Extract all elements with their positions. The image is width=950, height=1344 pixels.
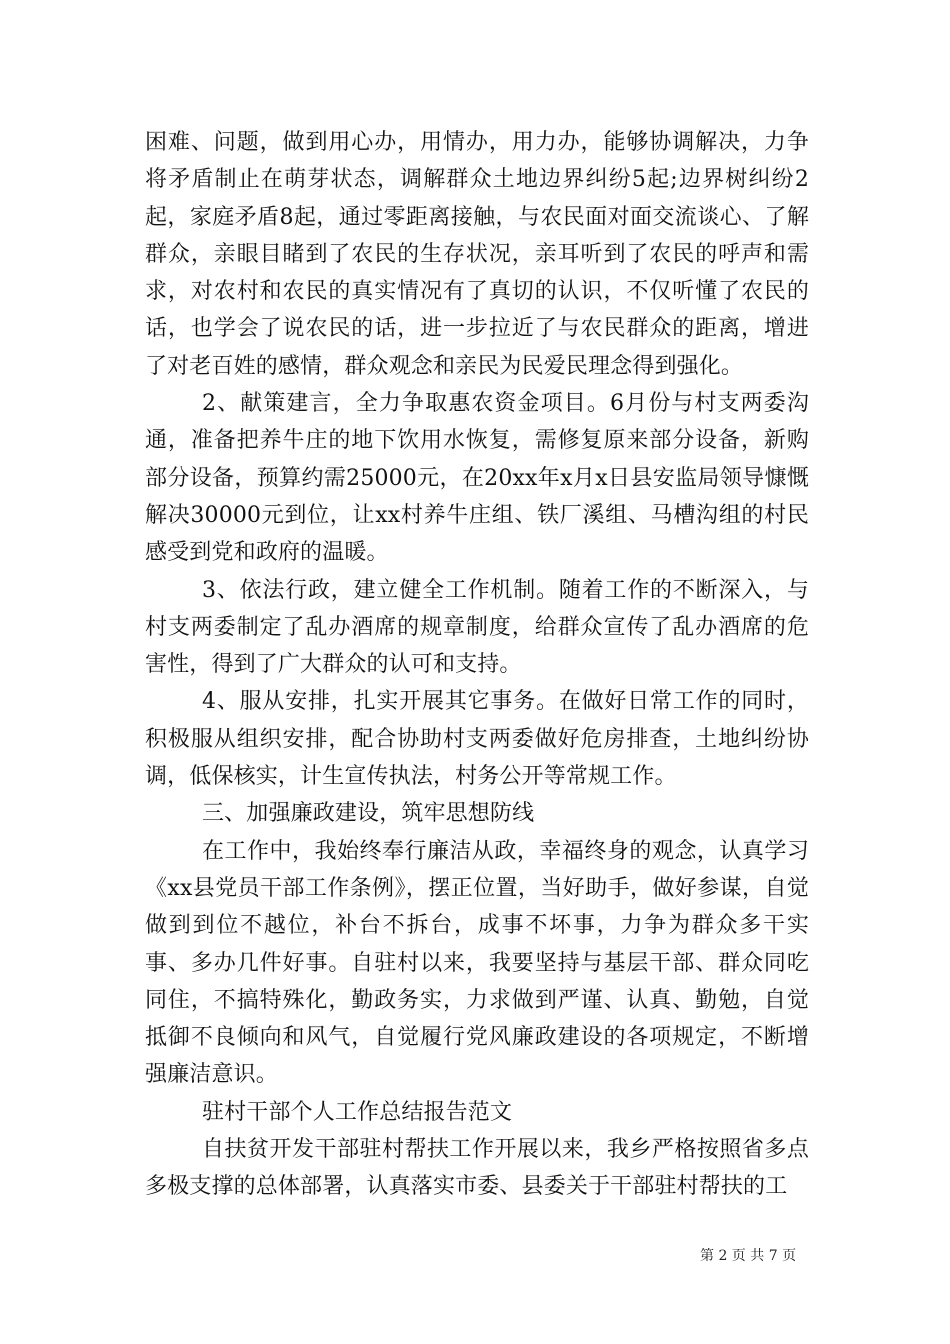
paragraph-intro: 自扶贫开发干部驻村帮扶工作开展以来，我乡严格按照省多点多极支撑的总体部署，认真落实市委、县委关于干部驻村帮扶的工	[145, 1137, 809, 1200]
paragraph-item-2: 2、献策建言，全力争取惠农资金项目。6月份与村支两委沟通，准备把养牛庄的地下饮用水恢复，需修复原来部分设备，新购部分设备，预算约需25000元，在20xx年x月x日县安监局领导慷慨解决30000元到位，让xx村养牛庄组、铁厂溪组、马槽沟组的村民感受到党和政府的温暖。	[145, 391, 809, 566]
article-title: 驻村干部个人工作总结报告范文	[202, 1099, 513, 1125]
section-heading-3: 三、加强廉政建设，筑牢思想防线	[202, 801, 535, 827]
paragraph-continuation: 困难、问题，做到用心办，用情办，用力办，能够协调解决，力争将矛盾制止在萌芽状态，调解群众土地边界纠纷5起;边界树纠纷2起，家庭矛盾8起，通过零距离接触，与农民面对面交流谈心、了解群众，亲眼目睹到了农民的生存状况，亲耳听到了农民的呼声和需求，对农村和农民的真实情况有了真切的认识，不仅听懂了农民的话，也学会了说农民的话，进一步拉近了与农民群众的距离，增进了对老百姓的感情，群众观念和亲民为民爱民理念得到强化。	[145, 130, 809, 379]
document-body	[145, 124, 809, 1206]
paragraph-item-4: 4、服从安排，扎实开展其它事务。在做好日常工作的同时，积极服从组织安排，配合协助村支两委做好危房排查，土地纠纷协调，低保核实，计生宣传执法，村务公开等常规工作。	[145, 689, 809, 790]
paragraph-integrity: 在工作中，我始终奉行廉洁从政，幸福终身的观念，认真学习《xx县党员干部工作条例》，摆正位置，当好助手，做好参谋，自觉做到到位不越位，补台不拆台，成事不坏事，力争为群众多干实事、多办几件好事。自驻村以来，我要坚持与基层干部、群众同吃同住，不搞特殊化，勤政务实，力求做到严谨、认真、勤勉，自觉抵御不良倾向和风气，自觉履行党风廉政建设的各项规定，不断增强廉洁意识。	[145, 838, 809, 1088]
page-number-footer: 第 2 页 共 7 页	[700, 1248, 797, 1264]
paragraph-item-3: 3、依法行政，建立健全工作机制。随着工作的不断深入，与村支两委制定了乱办酒席的规章制度，给群众宣传了乱办酒席的危害性，得到了广大群众的认可和支持。	[145, 577, 809, 678]
